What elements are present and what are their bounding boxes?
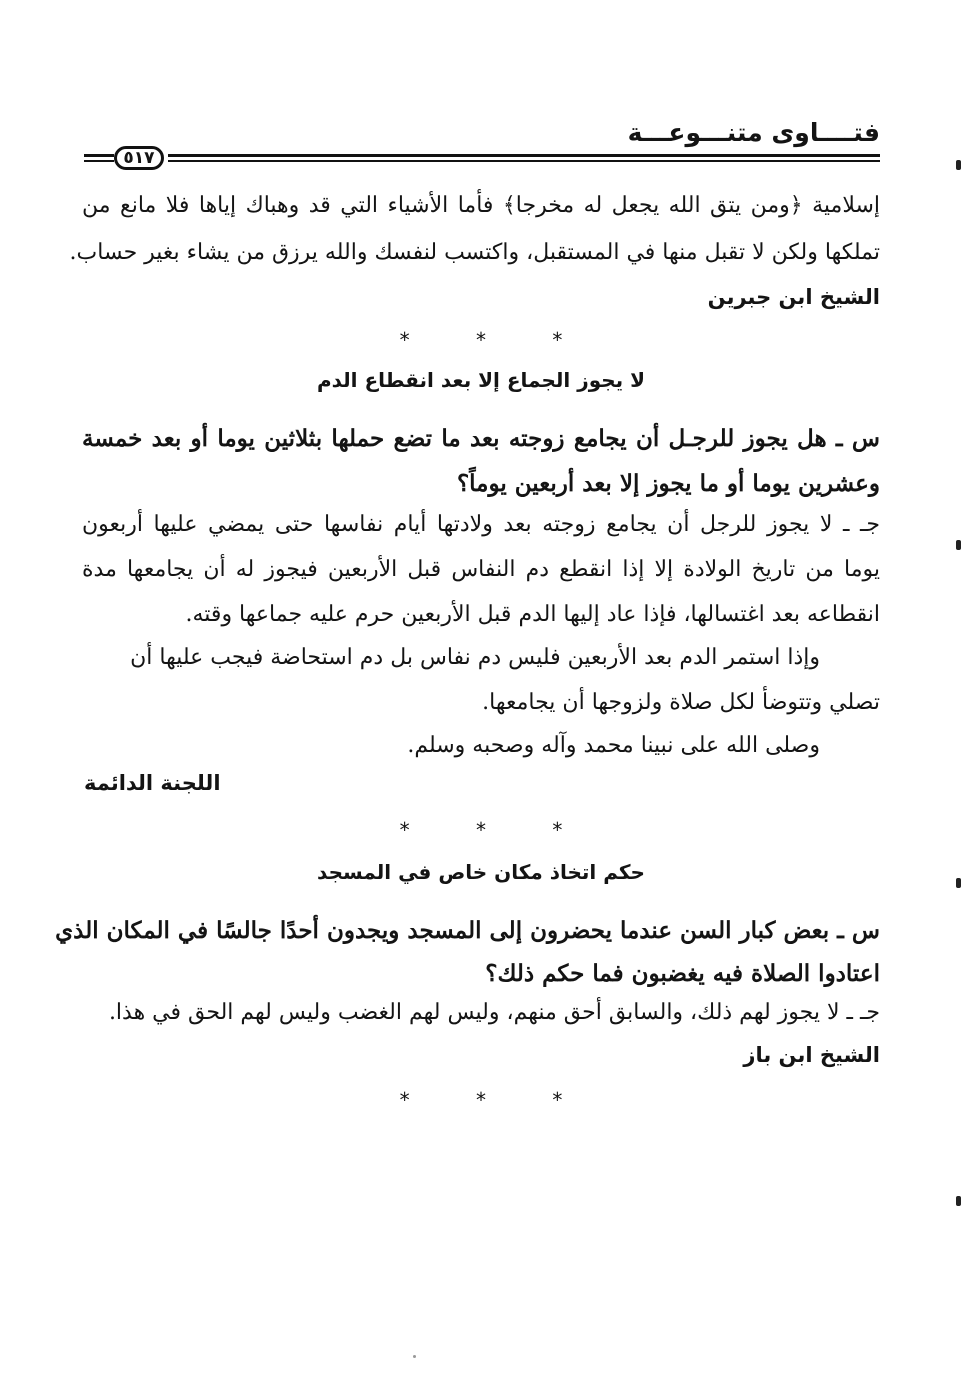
question-line: وعشرين يوما أو ما يجوز إلا بعد أربعين يوماً؟ [456, 470, 880, 497]
answer-line: تصلي وتتوضأ لكل صلاة ولزوجها أن يجامعها. [482, 690, 880, 715]
scan-mark [956, 878, 961, 888]
fatwa-title: لا يجوز الجماع إلا بعد انقطاع الدم [316, 368, 646, 392]
answer-line: وصلى الله على نبينا محمد وآله وصحبه وسلم. [407, 733, 820, 758]
answer-line: جـ ـ لا يجوز للرجل أن يجامع زوجته بعد ولادتها أيام نفاسها حتى يمضي عليها أربعون [82, 512, 880, 537]
answer-line: انقطاعه بعد اغتسالها، فإذا عاد إليها الدم قبل الأربعين حرم عليه جماعها وقته. [185, 602, 880, 627]
signature: اللجنة الدائمة [84, 771, 221, 795]
scan-speck [413, 1355, 416, 1358]
answer-line: جـ ـ لا يجوز لهم ذلك، والسابق أحق منهم، وليس لهم الغضب وليس لهم الحق في هذا. [108, 1000, 880, 1025]
question-line: س ـ بعض كبار السن عندما يحضرون إلى المسجد ويجدون أحدًا جالسًا في المكان الذي [55, 917, 880, 944]
fatwa-title: حكم اتخاذ مكان خاص في المسجد [317, 860, 645, 884]
section-separator: * * * [399, 818, 593, 842]
answer-line: وإذا استمر الدم بعد الأربعين فليس دم نفاس بل دم استحاضة فيجب عليها أن [130, 645, 820, 670]
running-title: فتــــاوى متنـــوعـــة [627, 118, 880, 147]
body-line: تملكها ولكن لا تقبل منها في المستقبل، واكتسب لنفسك والله يرزق من يشاء بغير حساب. [69, 240, 880, 265]
scan-mark [956, 540, 961, 550]
signature: الشيخ ابن باز [743, 1043, 880, 1067]
answer-line: يوما من تاريخ الولادة إلا إذا انقطع دم النفاس قبل الأربعين فيجوز له أن يجامعها مدة [82, 557, 880, 582]
section-separator: * * * [399, 328, 593, 352]
scan-mark [956, 160, 961, 170]
header-rule [84, 146, 880, 172]
question-line: س ـ هل يجوز للرجـل أن يجامع زوجته بعد ما تضع حملها بثلاثين يوما أو بعد خمسة [82, 425, 880, 452]
question-line: اعتادوا الصلاة فيه يغضبون فما حكم ذلك؟ [485, 960, 880, 987]
scan-mark [956, 1196, 961, 1206]
body-line: إسلامية ﴿ومن يتق الله يجعل له مخرجا﴾ فأما الأشياء التي قد وهباك إياها فلا مانع من [82, 193, 880, 218]
signature: الشيخ ابن جبرين [707, 285, 880, 309]
section-separator: * * * [399, 1088, 593, 1112]
page-number: ٥١٧ [114, 146, 164, 170]
